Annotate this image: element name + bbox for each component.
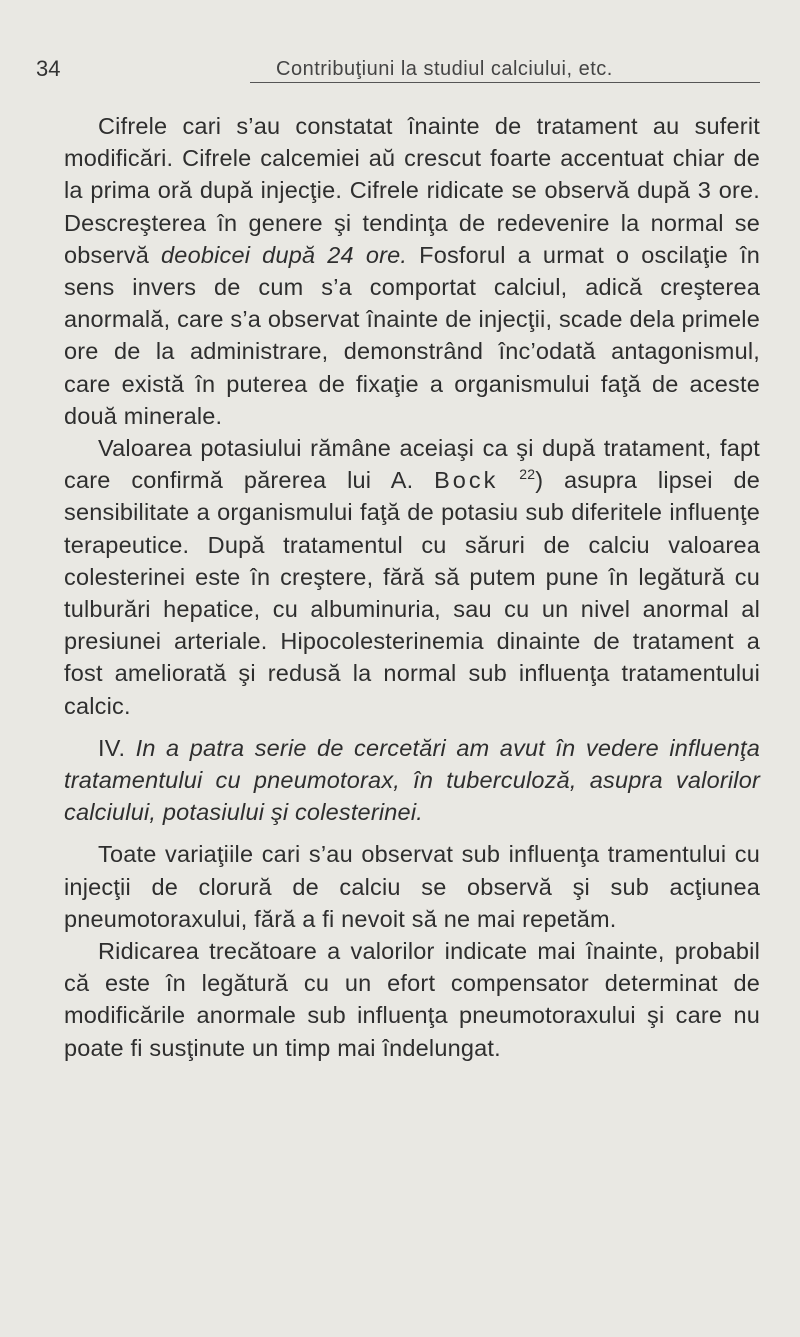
paragraph-variations: Toate variaţiile cari s’au observat sub influenţa tramentului cu injecţii de clorură de calciu se observă şi sub acţiunea pneumotoraxului, fără a fi nevoit să ne mai repetăm. <box>64 841 760 932</box>
section-title: In a patra serie de cercetări am avut în vedere influenţa tratamentului cu pneumotorax, în tuberculoză, asupra valorilor calciului, potasiului şi colesterinei. <box>64 734 760 826</box>
paragraph-transient-rise: Ridicarea trecătoare a valorilor indicate mai înainte, probabil că este în legătură cu un efort compensator determinat de modificările anormale sub influenţa pneumotoraxului şi care nu poate fi susţinute un timp mai îndelungat. <box>64 938 760 1061</box>
paragraph-calcemia <box>64 110 760 432</box>
author-name: Bock <box>434 467 499 494</box>
paragraph-calcemia-italic: deobicei după 24 ore. <box>161 241 408 268</box>
page-number: 34 <box>36 56 61 81</box>
reference-number: 22 <box>519 466 536 483</box>
paragraph-potassium-text-a: Valoarea potasiului rămâne aceiaşi ca şi după tratament, fapt care confirmă părerea lui A. <box>64 435 760 494</box>
body-text <box>64 110 760 1064</box>
section-numeral: IV. <box>98 734 126 761</box>
paragraph-potassium <box>64 432 760 722</box>
section-heading <box>64 732 760 829</box>
running-title: Contribuţiuni la studiul calciului, etc. <box>276 58 613 80</box>
paragraph-calcemia-text-b: Fosforul a urmat o oscilaţie în sens invers de cum s’a comportat calciul, adică creşterea anormală, care s’a observat înainte de injecţii, scade dela primele ore de la administrare, demonstrând înc’odată antagonismul, care există în puterea de fixaţie a organismului faţă de aceste două minerale. <box>64 241 761 429</box>
paragraph-calcemia-text-a: Cifrele cari s’au constatat înainte de tratament au suferit modificări. Cifrele calcemiei aŭ crescut foarte accentuat chiar de la prima oră după injecţie. Cifrele ridicate se observă după 3 ore. Descreşterea în genere şi tendinţa de redevenire la normal se observă <box>64 113 760 268</box>
paragraph-potassium-text-b: ) asupra lipsei de sensibilitate a organismului faţă de potasiu sub diferitele influenţe terapeutice. După tratamentul cu săruri de calciu valoarea colesterinei este în creştere, fără să putem pune în legătură cu tulburări hepatice, cu albuminuria, sau cu un nivel anormal al presiunei arteriale. Hipocolesterinemia dinainte de tratament a fost ameliorată şi redusă la normal sub influenţa tratamentului calcic. <box>64 467 761 719</box>
header-rule <box>250 82 760 83</box>
